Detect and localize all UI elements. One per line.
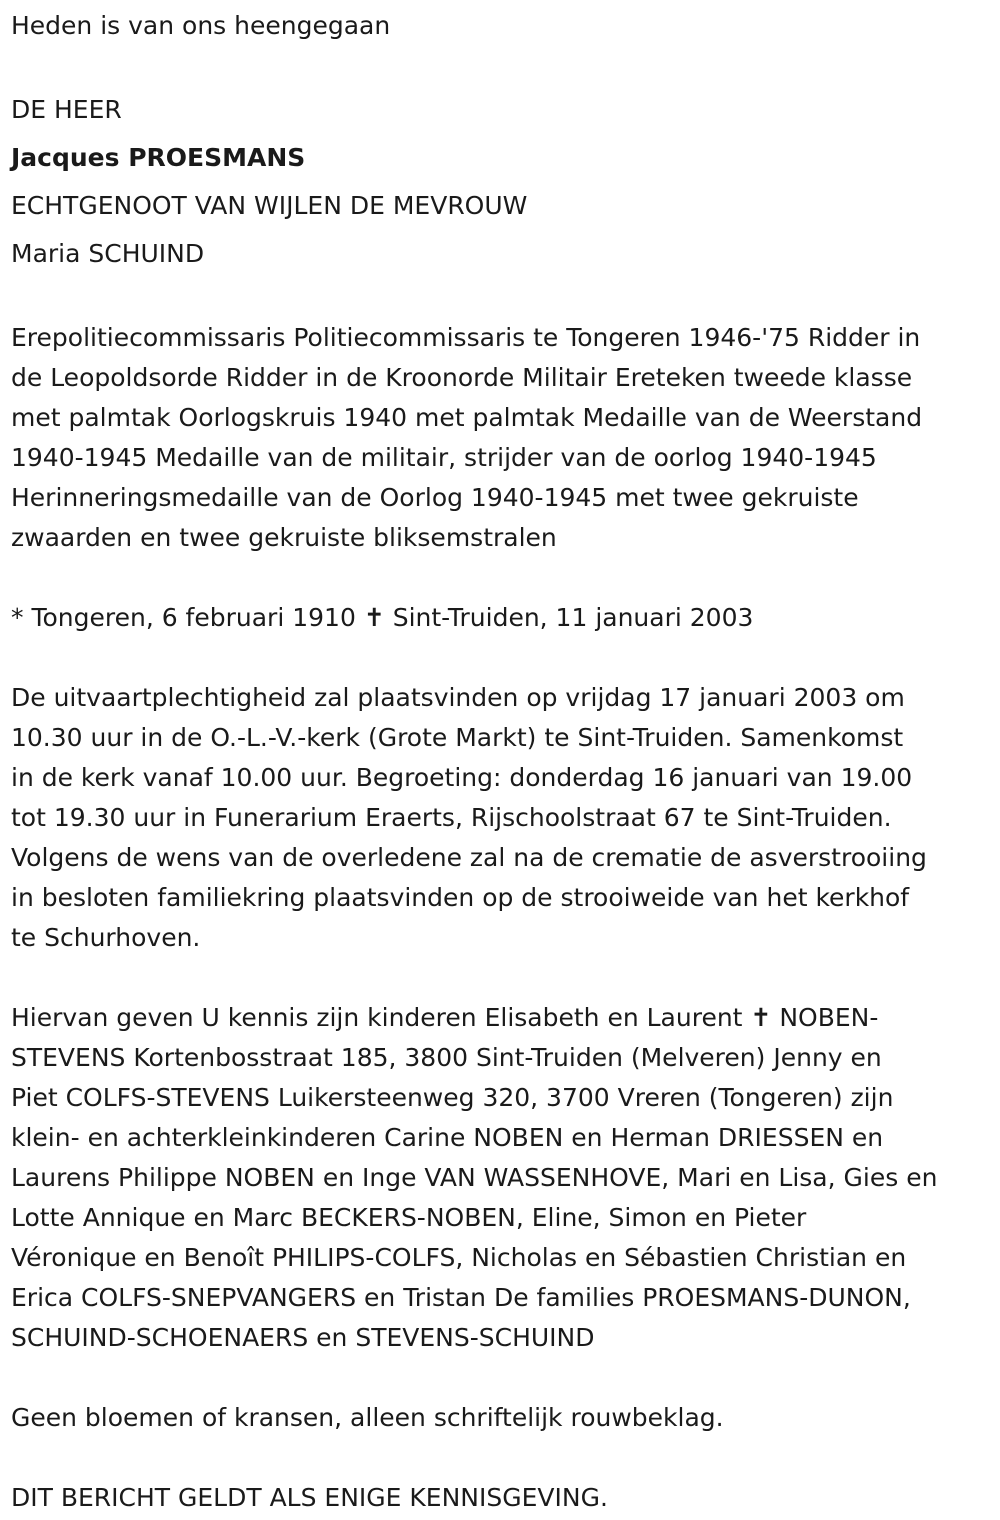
funeral-line: Volgens de wens van de overledene zal na de crematie de asverstrooiing [11, 843, 927, 872]
spouse-label: ECHTGENOOT VAN WIJLEN DE MEVROUW [11, 191, 528, 220]
family-line: klein- en achterkleinkinderen Carine NOBEN en Herman DRIESSEN en [11, 1123, 884, 1152]
honors-line: met palmtak Oorlogskruis 1940 met palmtak Medaille van de Weerstand [11, 403, 923, 432]
funeral-line: in besloten familiekring plaatsvinden op de strooiweide van het kerkhof [11, 883, 910, 912]
deceased-block [11, 86, 989, 278]
death-info: Sint-Truiden, 11 januari 2003 [392, 603, 754, 632]
honors-line: 1940-1945 Medaille van de militair, strijder van de oorlog 1940-1945 [11, 443, 877, 472]
flowers-note: Geen bloemen of kransen, alleen schriftelijk rouwbeklag. [11, 1403, 724, 1432]
spacer [11, 1438, 989, 1478]
family-intro-continued: NOBEN- [779, 1003, 879, 1032]
honors-line: Herinneringsmedaille van de Oorlog 1940-1945 met twee gekruiste [11, 483, 859, 512]
honors-paragraph [11, 318, 989, 558]
family-line [11, 998, 989, 1038]
closing-statement: DIT BERICHT GELDT ALS ENIGE KENNISGEVING. [11, 1483, 608, 1512]
funeral-line: in de kerk vanaf 10.00 uur. Begroeting: donderdag 16 januari van 19.00 [11, 763, 913, 792]
family-line: Véronique en Benoît PHILIPS-COLFS, Nicholas en Sébastien Christian en [11, 1243, 907, 1272]
spacer [11, 1358, 989, 1398]
family-line: Lotte Annique en Marc BECKERS-NOBEN, Eline, Simon en Pieter [11, 1203, 807, 1232]
spacer [11, 278, 989, 318]
honors-line: de Leopoldsorde Ridder in de Kroonorde Militair Ereteken tweede klasse [11, 363, 913, 392]
funeral-paragraph [11, 678, 989, 958]
funeral-line: 10.30 uur in de O.-L.-V.-kerk (Grote Markt) te Sint-Truiden. Samenkomst [11, 723, 904, 752]
spacer [11, 958, 989, 998]
family-line: Piet COLFS-STEVENS Luikersteenweg 320, 3700 Vreren (Tongeren) zijn [11, 1083, 894, 1112]
honors-line: zwaarden en twee gekruiste bliksemstralen [11, 523, 557, 552]
funeral-line: De uitvaartplechtigheid zal plaatsvinden op vrijdag 17 januari 2003 om [11, 683, 905, 712]
spouse-name: Maria SCHUIND [11, 239, 205, 268]
spacer [11, 46, 989, 86]
deceased-name: Jacques PROESMANS [11, 143, 306, 172]
spacer [11, 638, 989, 678]
family-intro: Hiervan geven U kennis zijn kinderen Elisabeth en Laurent [11, 1003, 743, 1032]
funeral-line: tot 19.30 uur in Funerarium Eraerts, Rijschoolstraat 67 te Sint-Truiden. [11, 803, 892, 832]
intro-text: Heden is van ons heengegaan [11, 11, 391, 40]
family-paragraph [11, 998, 989, 1358]
honors-line: Erepolitiecommissaris Politiecommissaris te Tongeren 1946-'75 Ridder in [11, 323, 921, 352]
family-line: SCHUIND-SCHOENAERS en STEVENS-SCHUIND [11, 1323, 595, 1352]
funeral-line: te Schurhoven. [11, 923, 201, 952]
title-prefix: DE HEER [11, 95, 122, 124]
spacer [11, 558, 989, 598]
birth-info: * Tongeren, 6 februari 1910 [11, 603, 356, 632]
cross-icon: ✝ [750, 1003, 772, 1032]
cross-icon: ✝ [363, 603, 385, 632]
family-line: STEVENS Kortenbosstraat 185, 3800 Sint-Truiden (Melveren) Jenny en [11, 1043, 882, 1072]
birth-death-line [11, 598, 989, 638]
family-line: Laurens Philippe NOBEN en Inge VAN WASSENHOVE, Mari en Lisa, Gies en [11, 1163, 938, 1192]
family-line: Erica COLFS-SNEPVANGERS en Tristan De families PROESMANS-DUNON, [11, 1283, 911, 1312]
